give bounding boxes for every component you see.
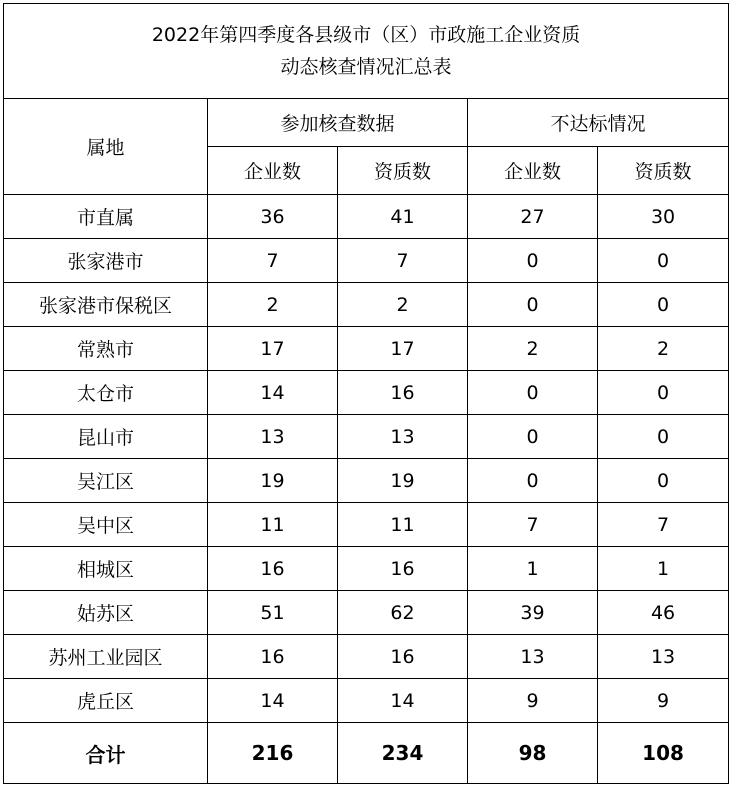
region-cell: 虎丘区: [4, 679, 208, 723]
table-row: [4, 635, 729, 679]
table-row: [4, 547, 729, 591]
failed-enterprises-cell: 0: [468, 459, 598, 503]
header-checked-enterprises: 企业数: [208, 147, 338, 195]
table-row: [4, 679, 729, 723]
failed-enterprises-cell: 0: [468, 415, 598, 459]
table-row: [4, 327, 729, 371]
title-line-2: 动态核查情况汇总表: [280, 56, 452, 78]
failed-enterprises-cell: 2: [468, 327, 598, 371]
failed-qualifications-cell: 0: [598, 415, 729, 459]
region-cell: 苏州工业园区: [4, 635, 208, 679]
header-failed-enterprises: 企业数: [468, 147, 598, 195]
failed-enterprises-cell: 1: [468, 547, 598, 591]
region-cell: 相城区: [4, 547, 208, 591]
failed-enterprises-cell: 39: [468, 591, 598, 635]
total-label: 合计: [4, 723, 208, 784]
table-row: [4, 459, 729, 503]
summary-table: [3, 3, 729, 784]
failed-enterprises-cell: 9: [468, 679, 598, 723]
table-row: [4, 195, 729, 239]
checked-qualifications-cell: 62: [338, 591, 468, 635]
failed-qualifications-cell: 7: [598, 503, 729, 547]
checked-qualifications-cell: 13: [338, 415, 468, 459]
total-failed-enterprises: 98: [468, 723, 598, 784]
region-cell: 昆山市: [4, 415, 208, 459]
failed-enterprises-cell: 7: [468, 503, 598, 547]
table-row: [4, 371, 729, 415]
header-failed-qualifications: 资质数: [598, 147, 729, 195]
checked-qualifications-cell: 2: [338, 283, 468, 327]
failed-qualifications-cell: 0: [598, 283, 729, 327]
total-checked-qualifications: 234: [338, 723, 468, 784]
table-title: [4, 4, 729, 99]
checked-enterprises-cell: 19: [208, 459, 338, 503]
table-row: [4, 591, 729, 635]
header-failed-status: 不达标情况: [468, 99, 729, 147]
failed-enterprises-cell: 0: [468, 283, 598, 327]
table-row: [4, 283, 729, 327]
checked-qualifications-cell: 41: [338, 195, 468, 239]
region-cell: 吴中区: [4, 503, 208, 547]
table-row: [4, 415, 729, 459]
checked-enterprises-cell: 17: [208, 327, 338, 371]
failed-enterprises-cell: 27: [468, 195, 598, 239]
checked-enterprises-cell: 36: [208, 195, 338, 239]
header-region: 属地: [4, 99, 208, 195]
region-cell: 太仓市: [4, 371, 208, 415]
total-failed-qualifications: 108: [598, 723, 729, 784]
failed-qualifications-cell: 1: [598, 547, 729, 591]
failed-enterprises-cell: 0: [468, 371, 598, 415]
region-cell: 姑苏区: [4, 591, 208, 635]
title-line-1: 2022年第四季度各县级市（区）市政施工企业资质: [151, 24, 581, 46]
checked-qualifications-cell: 16: [338, 371, 468, 415]
checked-enterprises-cell: 14: [208, 679, 338, 723]
total-checked-enterprises: 216: [208, 723, 338, 784]
header-checked-data: 参加核查数据: [208, 99, 468, 147]
region-cell: 吴江区: [4, 459, 208, 503]
checked-qualifications-cell: 7: [338, 239, 468, 283]
failed-enterprises-cell: 13: [468, 635, 598, 679]
total-row: [4, 723, 729, 784]
table-row: [4, 503, 729, 547]
failed-qualifications-cell: 46: [598, 591, 729, 635]
failed-qualifications-cell: 0: [598, 459, 729, 503]
checked-enterprises-cell: 7: [208, 239, 338, 283]
checked-qualifications-cell: 11: [338, 503, 468, 547]
region-cell: 张家港市: [4, 239, 208, 283]
checked-qualifications-cell: 16: [338, 547, 468, 591]
region-cell: 市直属: [4, 195, 208, 239]
checked-enterprises-cell: 2: [208, 283, 338, 327]
checked-qualifications-cell: 19: [338, 459, 468, 503]
failed-enterprises-cell: 0: [468, 239, 598, 283]
checked-enterprises-cell: 51: [208, 591, 338, 635]
checked-enterprises-cell: 11: [208, 503, 338, 547]
checked-enterprises-cell: 14: [208, 371, 338, 415]
checked-qualifications-cell: 14: [338, 679, 468, 723]
failed-qualifications-cell: 9: [598, 679, 729, 723]
header-checked-qualifications: 资质数: [338, 147, 468, 195]
failed-qualifications-cell: 30: [598, 195, 729, 239]
failed-qualifications-cell: 0: [598, 371, 729, 415]
failed-qualifications-cell: 13: [598, 635, 729, 679]
failed-qualifications-cell: 0: [598, 239, 729, 283]
checked-enterprises-cell: 13: [208, 415, 338, 459]
checked-enterprises-cell: 16: [208, 547, 338, 591]
region-cell: 张家港市保税区: [4, 283, 208, 327]
failed-qualifications-cell: 2: [598, 327, 729, 371]
table-row: [4, 239, 729, 283]
region-cell: 常熟市: [4, 327, 208, 371]
checked-qualifications-cell: 16: [338, 635, 468, 679]
checked-enterprises-cell: 16: [208, 635, 338, 679]
checked-qualifications-cell: 17: [338, 327, 468, 371]
